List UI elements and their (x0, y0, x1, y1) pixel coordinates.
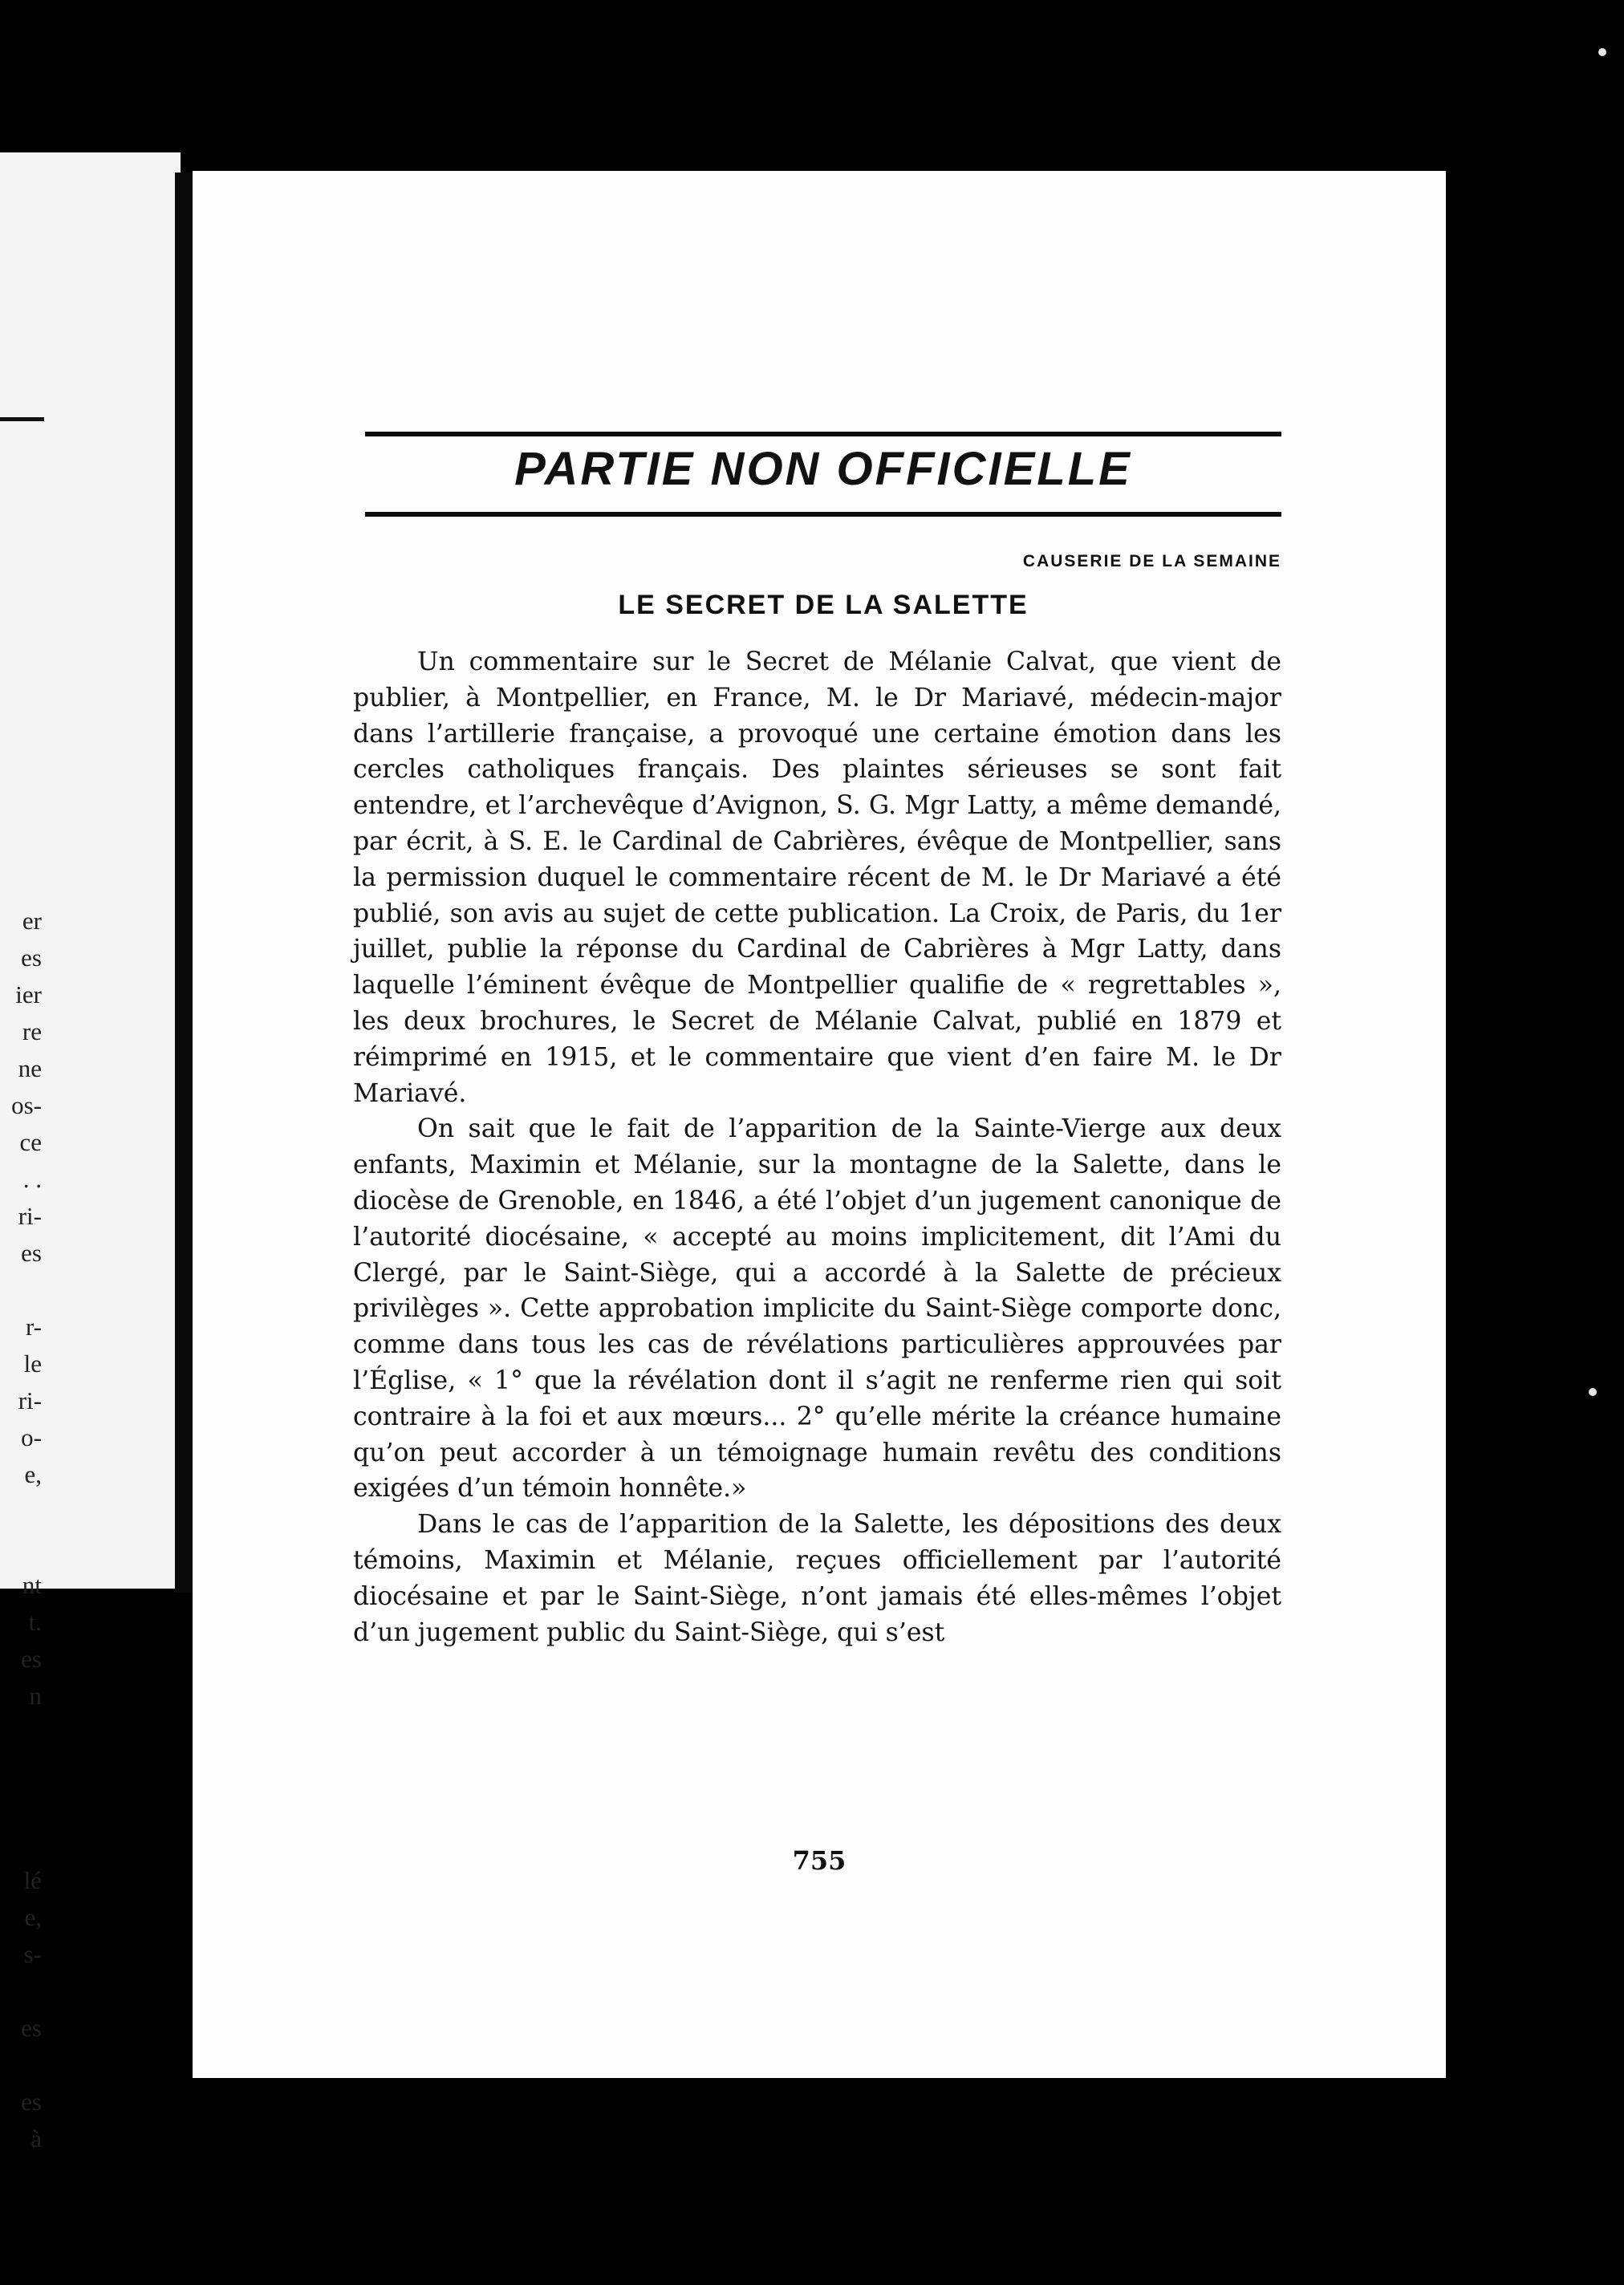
section-title: PARTIE NON OFFICIELLE (514, 443, 1132, 495)
title-rule-bottom (365, 512, 1281, 517)
paragraph: Dans le cas de l’apparition de la Salette, les dépositions des deux témoins, Maximin et Mélanie, reçues officiellement par l’autorité diocésaine et par le Saint-Siège, n’ont jamais été elles-mêmes l’objet d’un jugement public du Saint-Siège, qui s’est (353, 1510, 1281, 1647)
column-rubric: CAUSERIE DE LA SEMAINE (1022, 552, 1281, 570)
previous-page-text-fragments: er es ier re ne os- ce . . ri- es r- le ri- o- e, nt t. es n lé e, s- es es à (11, 907, 42, 2153)
previous-page-edge (0, 152, 181, 2153)
scan-speck (1589, 1388, 1597, 1396)
scan-speck (1598, 48, 1606, 56)
paragraph: On sait que le fait de l’apparition de la Sainte-Vierge aux deux enfants, Maximin et Mélanie, sur la montagne de la Salette, dans le diocèse de Grenoble, en 1846, a été l’objet d’un jugement canonique de l’autorité diocésaine, « accepté au moins implicitement, dit l’Ami du Clergé, par le Saint-Siège, qui a accordé à la Salette de précieux privilèges ». Cette approbation implicite du Saint-Siège comporte donc, comme dans tous les cas de révélations particulières approuvées par l’Église, « 1° que la révélation dont il s’agit ne renferme rien qui soit contraire à la foi et aux mœurs... 2° qu’elle mérite la créance humaine qu’on peut accorder à un témoignage humain revêtu des conditions exigées d’un témoin honnête.» (353, 1114, 1281, 1504)
previous-page-rule (0, 417, 44, 421)
title-rule-top (365, 432, 1281, 436)
document-page (193, 171, 1446, 2078)
paragraph: Un commentaire sur le Secret de Mélanie Calvat, que vient de publier, à Montpellier, en France, M. le Dr Mariavé, médecin-major dans l’artillerie française, a provoqué une certaine émotion dans les cercles catholiques français. Des plaintes sérieuses se sont fait entendre, et l’archevêque d’Avignon, S. G. Mgr Latty, a même demandé, par écrit, à S. E. le Cardinal de Cabrières, évêque de Montpellier, sans la permission duquel le commentaire récent de M. le Dr Mariavé a été publié, son avis au sujet de cette publication. La Croix, de Paris, du 1er juillet, publie la réponse du Cardinal de Cabrières à Mgr Latty, dans laquelle l’éminent évêque de Montpellier qualifie de « regrettables », les deux brochures, le Secret de Mélanie Calvat, publié en 1879 et réimprimé en 1915, et le commentaire que vient d’en faire M. le Dr Mariavé. (353, 647, 1281, 1108)
page-gutter (175, 172, 193, 1593)
page-number: 755 (792, 1845, 847, 1876)
article-title: LE SECRET DE LA SALETTE (618, 590, 1029, 620)
article-body (353, 644, 1281, 1650)
